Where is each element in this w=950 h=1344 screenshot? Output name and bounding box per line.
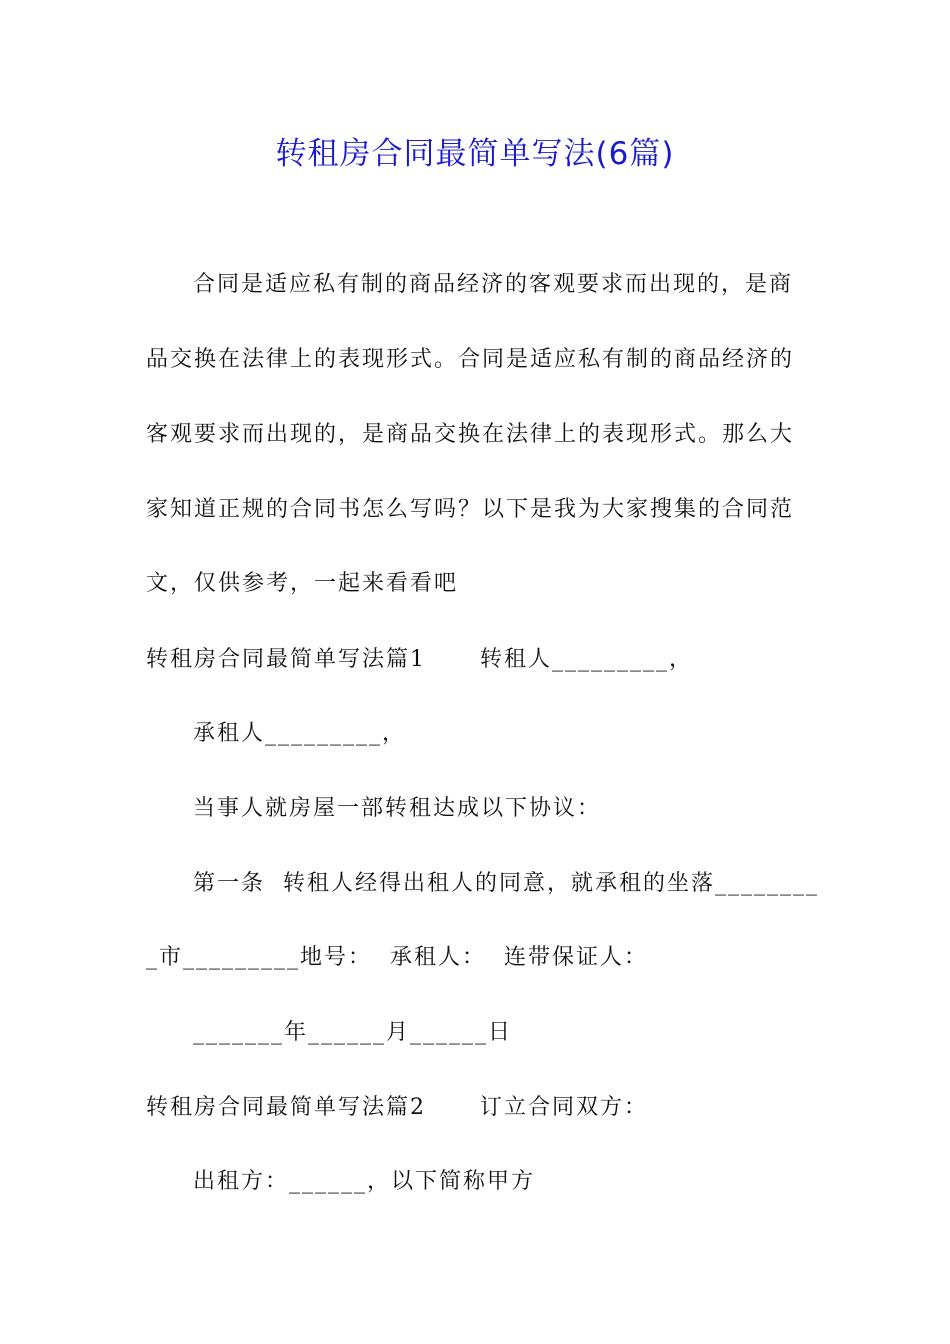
intro-line-3: 客观要求而出现的，是商品交换在法律上的表现形式。那么大 (146, 422, 795, 447)
intro-line-5: 文，仅供参考，一起来看看吧 (146, 571, 459, 596)
intro-line-1: 合同是适应私有制的商品经济的客观要求而出现的，是商 (193, 272, 794, 297)
lessee-line: 承租人_________， (193, 721, 407, 746)
section-2-heading: 转租房合同最简单写法篇2 订立合同双方： (146, 1095, 648, 1120)
intro-line-2: 品交换在法律上的表现形式。合同是适应私有制的商品经济的 (146, 347, 795, 372)
document-title: 转租房合同最简单写法(6篇) (275, 136, 675, 172)
date-line: _______年______月______日 (193, 1020, 513, 1045)
article-1-line-2: _市_________地号： 承租人： 连带保证人： (146, 945, 648, 970)
agreement-intro: 当事人就房屋一部转租达成以下协议： (193, 796, 602, 821)
intro-line-4: 家知道正规的合同书怎么写吗？以下是我为大家搜集的合同范 (146, 497, 795, 522)
lessor-line: 出租方：______，以下简称甲方 (193, 1169, 536, 1194)
article-1-line-1: 第一条 转租人经得出租人的同意，就承租的坐落________ (193, 871, 819, 896)
section-1-heading: 转租房合同最简单写法篇1 转租人_________， (146, 647, 693, 672)
